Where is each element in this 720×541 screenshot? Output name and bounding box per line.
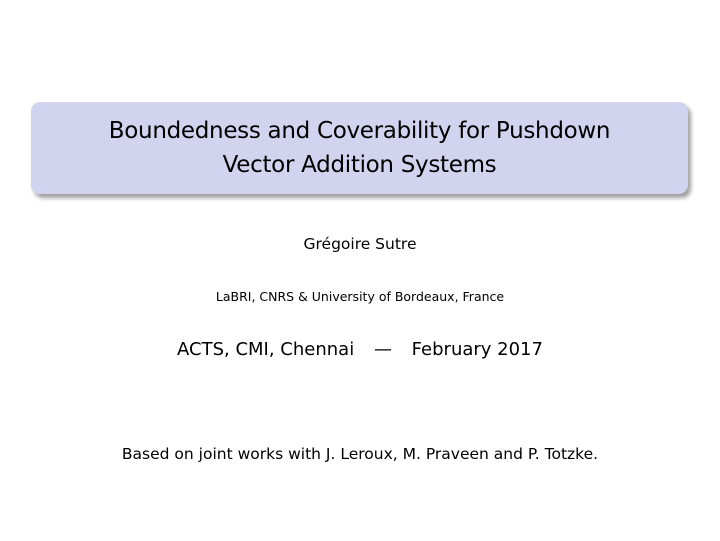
date-separator: —: [373, 339, 392, 360]
event-when: February 2017: [411, 339, 543, 360]
event-date: [0, 337, 720, 363]
event-name: ACTS, CMI, Chennai: [177, 339, 355, 360]
institute: LaBRI, CNRS & University of Bordeaux, France: [215, 289, 505, 304]
title-box: [31, 102, 688, 194]
title-line-1: Boundedness and Coverability for Pushdown: [108, 118, 611, 144]
author-name: Grégoire Sutre: [303, 235, 417, 253]
title-line-2: Vector Addition Systems: [222, 152, 497, 178]
joint-work-note: Based on joint works with J. Leroux, M. Praveen and P. Totzke.: [121, 445, 599, 463]
